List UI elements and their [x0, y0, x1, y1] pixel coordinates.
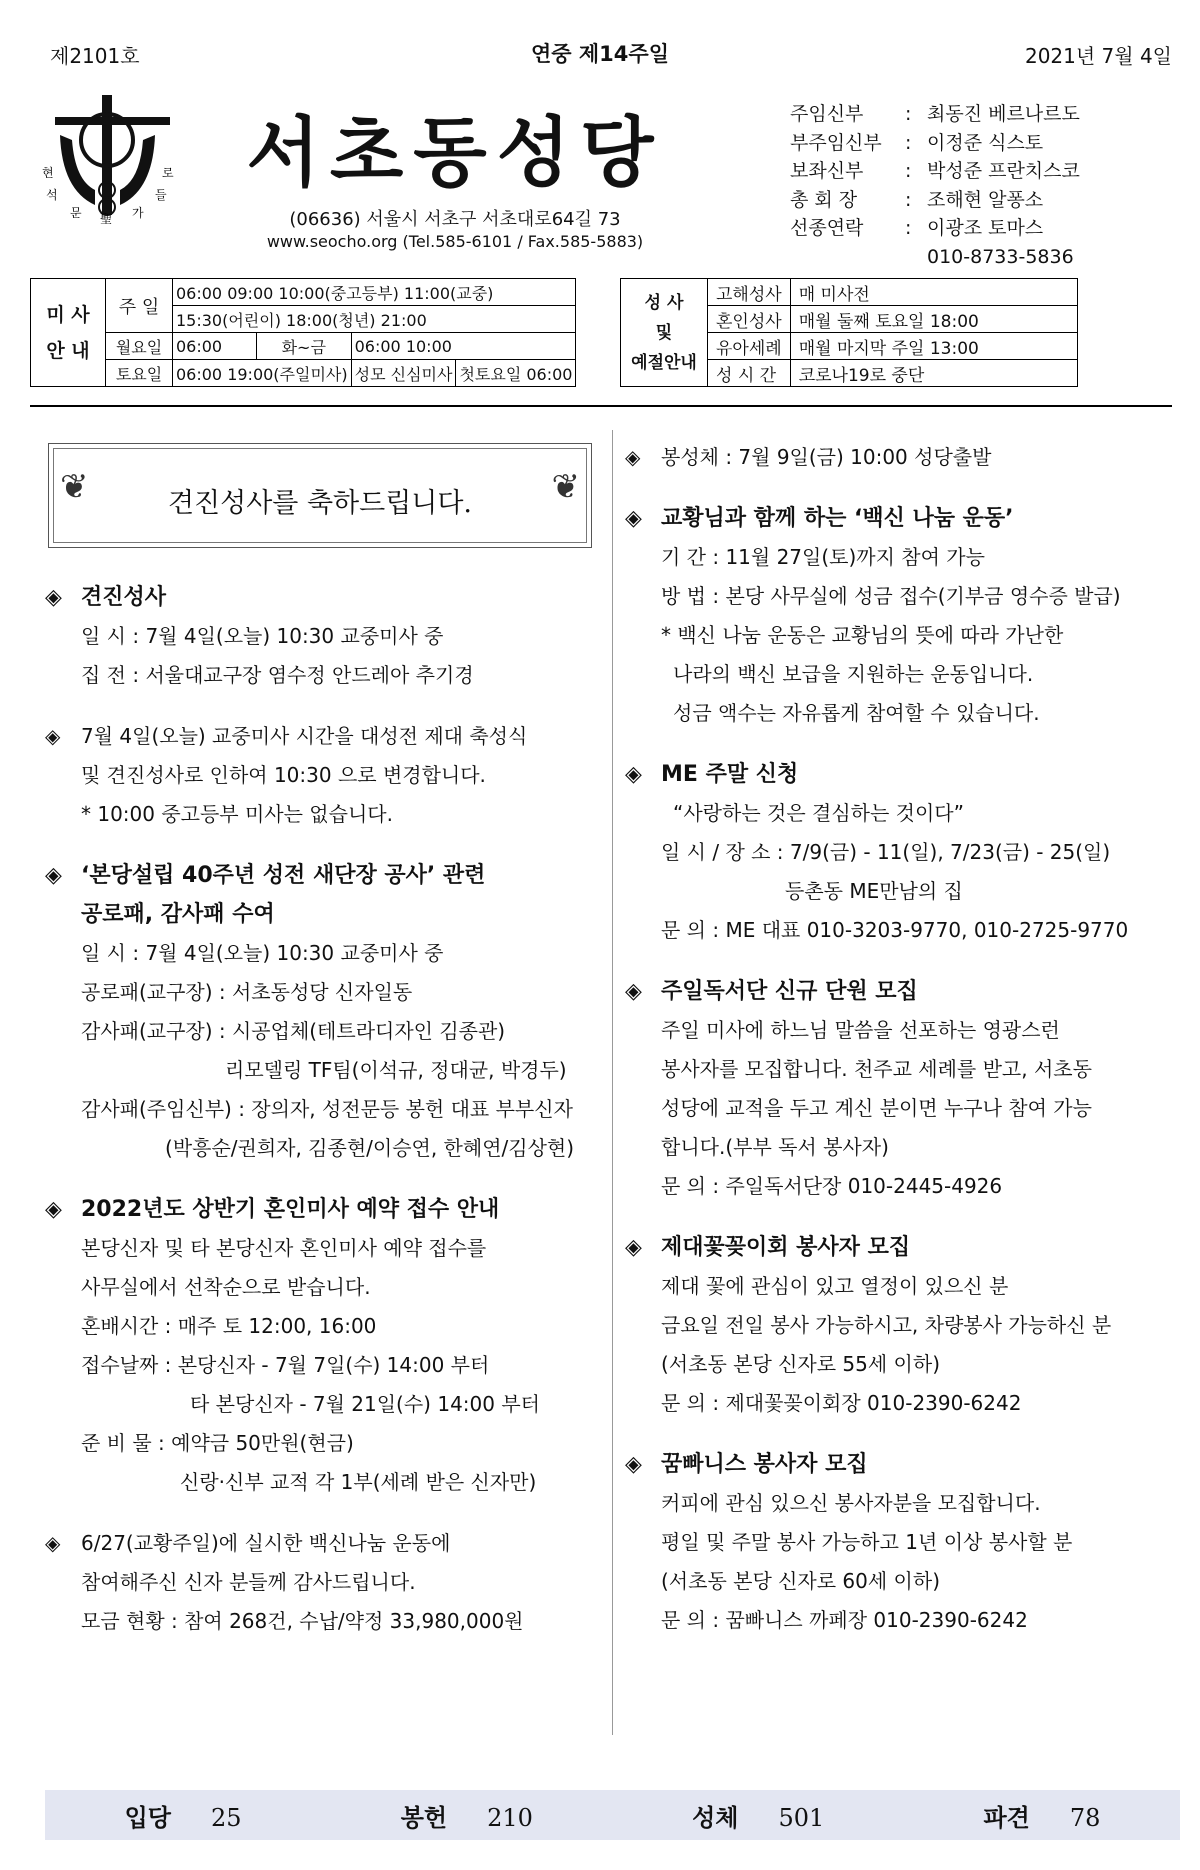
left-column: ◈ 견진성사 일 시 : 7월 4일(오늘) 10:30 교중미사 중 집 전 : 서울대교구장 염수정 안드레아 추기경 ◈ 7월 4일(오늘) 교중미사 시간을 대성전 제대 축성식 및 견진성사로 인하여 10:30 으로 변경합니다. * 10:00 중고등부 미사는 없습니다. ◈ ‘본당설립 40주년 성전 새단장 공사’ 관련 공로패, 감사패 수여 일 시 : 7월 4일(오늘) 10:30 교중미사 중 공로패(교구장) : 서초동성당 신자일동 감사패(교구장) : 시공업체(테트라디자인 김종관) 리모델링 TF팀(이석규, 정대균, 박경두) 감사패(주임신부) : 장의자, 성전문등 봉헌 대표 부부신자 (박흥순/권희자, 김종현/이승연, 한혜연/김상현) ◈ 2022년도 상반기 혼인미사 예약 접수 안내 본당신자 및 타 본당신자 혼인미사 예약 접수를 사무실에서 선착순으로 받습니다. 혼배시간 : 매주 토 12:00, 16:00 접수날짜 : 본당신자 - 7월 7일(수) 14:00 부터 타 본당신자 - 7월 21일(수) 14:00 부터 준 비 물 : 예약금 50만원(현금) 신랑·신부 교적 각 1부(세례 받은 신자만) ◈ 6/27(교황주일)에 실시한 백신나눔 운동에 참여해주신 신자 분들께 감사드립니다. 모금 현황 : 참여 268건, 수납/약정 33,980,000원 [45, 578, 605, 1641]
section-title: ◈ 견진성사 [45, 578, 605, 617]
saturday-time: 06:00 19:00(주일미사) [173, 360, 352, 387]
diamond-icon: ◈ [625, 1235, 642, 1260]
staff-row: 선종연락 : 이광조 토마스 [790, 217, 1044, 239]
parish-contact: www.seocho.org (Tel.585-6101 / Fax.585-5883) [266, 232, 644, 251]
sacraments-table [620, 278, 1078, 387]
issue-number: 제2101호 [50, 44, 140, 68]
sacrament-name: 성 시 간 [708, 360, 791, 387]
tuefri-label: 화~금 [256, 333, 351, 360]
diamond-icon: ◈ [625, 762, 642, 787]
mass-label: 미 사 안 내 [31, 279, 106, 387]
staff-row: 총 회 장 : 조해현 알퐁소 [790, 188, 1044, 211]
column-divider [612, 430, 613, 1735]
saturday-extra: 성모 신심미사 [351, 360, 456, 387]
logo-char: 현 [42, 166, 54, 180]
section-title: ◈ 교황님과 함께 하는 ‘백신 나눔 운동’ [625, 499, 1180, 538]
section-title: ◈ 제대꽃꽂이회 봉사자 모집 [625, 1228, 1180, 1267]
sacrament-time: 코로나19로 중단 [790, 360, 1077, 387]
sacrament-time: 매월 마지막 주일 13:00 [790, 333, 1077, 360]
diamond-icon: ◈ [625, 445, 641, 469]
liturgical-week: 연중 제14주일 [531, 42, 669, 66]
section-title: ◈ ME 주말 신청 [625, 755, 1180, 794]
parish-address: (06636) 서울시 서초구 서초대로64길 73 [289, 209, 621, 230]
section-title: ◈ 꿈빠니스 봉사자 모집 [625, 1445, 1180, 1484]
saturday-label: 토요일 [106, 360, 173, 387]
diamond-icon: ◈ [625, 1452, 642, 1477]
staff-phone: 010-8733-5836 [927, 245, 1074, 268]
sacrament-time: 매 미사전 [790, 279, 1077, 306]
diamond-icon: ◈ [45, 863, 62, 888]
sacrament-time: 매월 둘째 토요일 18:00 [790, 306, 1077, 333]
section-title: ◈ ‘본당설립 40주년 성전 새단장 공사’ 관련 [45, 856, 605, 895]
flourish-left-icon: ❦ [60, 467, 89, 507]
stat-item: 입당 25 [124, 1802, 242, 1832]
logo-char: 석 [46, 188, 58, 202]
parish-logo [40, 95, 190, 255]
stat-item: 파견 78 [983, 1802, 1101, 1832]
diamond-icon: ◈ [625, 506, 642, 531]
logo-char: 聖 [100, 212, 113, 226]
diamond-icon: ◈ [45, 1197, 62, 1222]
diamond-icon: ◈ [45, 1531, 61, 1555]
flourish-right-icon: ❦ [551, 467, 580, 507]
monday-label: 월요일 [106, 333, 173, 360]
section-title: ◈ 주일독서단 신규 단원 모집 [625, 972, 1180, 1011]
diamond-icon: ◈ [625, 979, 642, 1004]
sacraments-label: 성 사 및 예절안내 [621, 279, 708, 387]
stat-item: 성체 501 [692, 1802, 825, 1832]
header-divider [30, 405, 1172, 407]
logo-char: 들 [155, 188, 167, 202]
diamond-icon: ◈ [45, 724, 61, 748]
staff-row: 보좌신부 : 박성준 프란치스코 [790, 160, 1080, 182]
sacrament-name: 유아세례 [708, 333, 791, 360]
attendance-stats [45, 1790, 1180, 1840]
tuefri-time: 06:00 10:00 [351, 333, 576, 360]
sunday-row-2: 15:30(어린이) 18:00(청년) 21:00 [173, 306, 576, 333]
diamond-icon: ◈ [45, 585, 62, 610]
sacrament-name: 고해성사 [708, 279, 791, 306]
logo-char: 가 [132, 206, 144, 220]
parish-name: 서초동성당 [246, 108, 664, 197]
logo-char: 문 [70, 206, 82, 220]
staff-list [790, 100, 1080, 271]
staff-row: 주임신부 : 최동진 베르나르도 [790, 103, 1080, 125]
first-saturday: 첫토요일 06:00 [456, 360, 576, 387]
right-column: ◈ 봉성체 : 7월 9일(금) 10:00 성당출발 ◈ 교황님과 함께 하는 ‘백신 나눔 운동’ 기 간 : 11월 27일(토)까지 참여 가능 방 법 : 본당 사무실에 성금 접수(기부금 영수증 발급) * 백신 나눔 운동은 교황님의 뜻에 따라 가난한 나라의 백신 보급을 지원하는 운동입니다. 성금 액수는 자유롭게 참여할 수 있습니다. ◈ ME 주말 신청 “사랑하는 것은 결심하는 것이다” 일 시 / 장 소 : 7/9(금) - 11(일), 7/23(금) - 25(일) 등촌동 ME만남의 집 문 의 : ME 대표 010-3203-9770, 010-2725-9770 ◈ 주일독서단 신규 단원 모집 주일 미사에 하느님 말씀을 선포하는 영광스런 봉사자를 모집합니다. 천주교 세례를 받고, 서초동 성당에 교적을 두고 계신 분이면 누구나 참여 가능 합니다.(부부 독서 봉사자) 문 의 : 주일독서단장 010-2445-4926 ◈ 제대꽃꽂이회 봉사자 모집 제대 꽃에 관심이 있고 열정이 있으신 분 금요일 전일 봉사 가능하시고, 차량봉사 가능하신 분 (서초동 본당 신자로 55세 이하) 문 의 : 제대꽃꽂이회장 010-2390-6242 ◈ 꿈빠니스 봉사자 모집 커피에 관심 있으신 봉사자분을 모집합니다. 평일 및 주말 봉사 가능하고 1년 이상 봉사할 분 (서초동 본당 신자로 60세 이하) 문 의 : 꿈빠니스 까페장 010-2390-6242 [625, 438, 1180, 1640]
sunday-label: 주 일 [106, 279, 173, 333]
section-title: ◈ 2022년도 상반기 혼인미사 예약 접수 안내 [45, 1190, 605, 1229]
staff-row: 부주임신부 : 이정준 식스토 [790, 131, 1044, 154]
issue-date: 2021년 7월 4일 [1024, 44, 1172, 68]
confirmation-notice-box [48, 443, 592, 548]
stat-item: 봉헌 210 [400, 1802, 533, 1832]
notice-text: 견진성사를 축하드립니다. [167, 488, 473, 519]
sacrament-name: 혼인성사 [708, 306, 791, 333]
logo-char: 로 [162, 166, 174, 180]
sunday-row-1: 06:00 09:00 10:00(중고등부) 11:00(교중) [173, 279, 576, 306]
mass-schedule-table [30, 278, 576, 387]
monday-time: 06:00 [173, 333, 257, 360]
